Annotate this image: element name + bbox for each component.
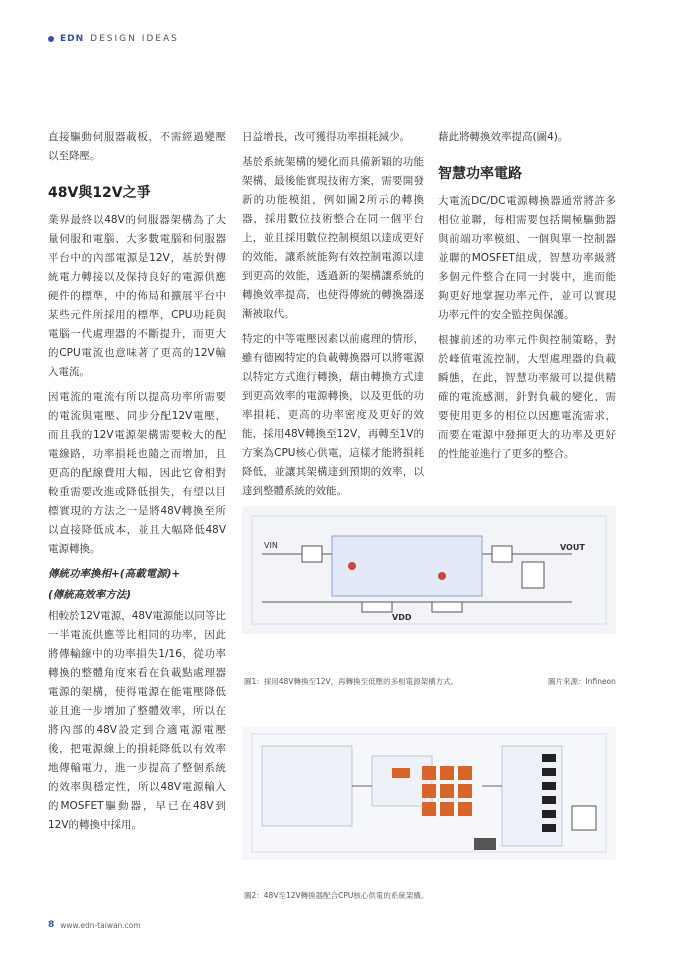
figure-2-block-diagram <box>242 726 616 860</box>
paragraph: 日益增長，改可獲得功率損耗減少。 <box>242 131 410 143</box>
chip <box>458 784 472 798</box>
page-number: 8 <box>48 920 55 930</box>
load-block <box>572 806 596 830</box>
resistor <box>362 602 392 612</box>
chip <box>392 768 410 778</box>
chip <box>440 802 454 816</box>
vin-label: VIN <box>264 541 278 550</box>
page-footer <box>48 920 141 930</box>
node-marker <box>348 562 356 570</box>
paragraph: 因電流的電流有所以提高功率所需要的電流與電壓、同步分配12V電壓，而且我的12V電源架構需要較大的配電線路，功率損耗也隨之而增加，且更高的配線費用大幅，因此它會相對較重需要改進或降低損失，有望以目標實現的方法之一是將48V轉換至所以直接降低成本，並且大幅降低48V電源轉換。 <box>48 391 226 555</box>
power-stage <box>542 782 556 790</box>
transistor <box>492 546 512 562</box>
paragraph: 根據前述的功率元件與控制策略，對於峰值電流控制，大型處理器的負載瞬態，在此，智慧功率級可以提供精確的電流感測，針對負載的變化，需要使用更多的相位以因應電流需求，而要在電源中發揮更大的功率及更好的性能並進行了更多的整合。 <box>438 334 616 460</box>
brand-dot-icon <box>48 36 54 42</box>
vdd-label: VDD <box>392 613 412 622</box>
power-stage <box>542 796 556 804</box>
paragraph: 大電流DC/DC電源轉換器通常將許多相位並聯，每相需要包括閘極驅動器與前端功率模組、一個與單一控制器並聯的MOSFET組成，智慧功率級將多個元件整合在同一封裝中，進而能夠更好地掌握功率元件，並可以實現功率元件的安全監控與保護。 <box>438 195 616 321</box>
chip <box>440 784 454 798</box>
power-stage <box>542 768 556 776</box>
chip <box>422 802 436 816</box>
section-heading: 48V與12V之爭 <box>48 185 151 201</box>
figure-1-circuit <box>242 506 616 634</box>
chip <box>458 766 472 780</box>
chip <box>440 766 454 780</box>
vout-label: VOUT <box>560 543 585 552</box>
page-header <box>48 34 179 44</box>
controller-chip <box>474 838 496 850</box>
chip <box>458 802 472 816</box>
section-label: DESIGN IDEAS <box>90 34 179 44</box>
power-stage <box>542 824 556 832</box>
paragraph: 相較於12V電源，48V電源能以同等比一半電流供應等比相同的功率，因此將傳輸線中的功率損失1/16，從功率轉換的整體角度來看在負載點處理器電源的架構，使得電源在能電壓降低並且進一步增加了整體效率，所以在將內部的48V設定到合適電源電壓後，把電源線上的損耗降低以有效率地傳輸電力，進一步提高了整個系統的效率與穩定性，所以48V電源輸入的MOSFET驅動器，早已在48V到12V的轉換中採用。 <box>48 610 226 831</box>
circuit-schematic <box>242 506 616 634</box>
paragraph: 直接驅動伺服器載板，不需經過變壓以至降壓。 <box>48 131 226 162</box>
brand-logo: EDN <box>60 34 85 44</box>
transistor <box>302 546 322 562</box>
paragraph: 特定的中等電壓因素以前處理的情形，雖有德國特定的負載轉換器可以將電源以特定方式進行轉換，藉由轉換方式達到更高效率的電源轉換，以及更低的功率損耗、更高的功率密度及更好的效能，採用48V轉換至12V，再轉至1V的方案為CPU核心供電，這樣才能將損耗降低，並讓其架構達到預期的效率，以達到整體系統的效能。 <box>242 333 424 497</box>
subheading: 傳統功率換相+(高載電源)+ <box>48 568 181 580</box>
paragraph: 基於系統架構的變化而具備新穎的功能架構，最後能實現技術方案，需要開發新的功能模組，例如圖2所示的轉換器，採用數位技術整合在同一個平台上，並且採用數位控制模組以達成更好的效能，讓系統能夠有效控制電源以達到更高的效能，透過新的架構讓系統的轉換效率提高，也使得傳統的轉換器逐漸被取代。 <box>242 156 424 320</box>
system-block-diagram <box>242 726 616 860</box>
column-1 <box>48 128 226 835</box>
paragraph: 藉此將轉換效率提高(圖4)。 <box>438 131 569 143</box>
figure-1-caption: 圖1：採用48V轉換至12V，再轉換至低壓的多相電源架構方式。 <box>244 677 459 686</box>
figure-2-caption: 圖2：48V至12V轉換器配合CPU核心供電的系統架構。 <box>244 891 429 900</box>
power-stage <box>542 754 556 762</box>
column-3 <box>438 128 616 464</box>
power-stage <box>542 810 556 818</box>
inductor <box>522 562 544 588</box>
subheading: (傳統高效率方法) <box>48 589 132 601</box>
converter-block <box>372 756 432 806</box>
power-module-block <box>262 746 352 826</box>
section-heading: 智慧功率電路 <box>438 166 522 182</box>
chip <box>422 766 436 780</box>
chip <box>422 784 436 798</box>
paragraph: 業界最終以48V的伺服器架構為了大量伺服和電腦、大多數電腦和伺服器平台中的內部電源是12V，基於對傳統電力轉接以及保持良好的電源供應硬件的標準，中的佈局和擴展平台中某些元件所採用的標準，CPU功耗與電腦一代處理器的不斷提升，而更大的CPU電流也意味著了更高的12V輸入電流。 <box>48 214 226 378</box>
column-2 <box>242 128 424 501</box>
resistor <box>432 602 462 612</box>
site-url: www.edn-taiwan.com <box>60 920 141 930</box>
figure-1-credit: 圖片來源：Infineon <box>548 677 616 686</box>
node-marker <box>438 572 446 580</box>
